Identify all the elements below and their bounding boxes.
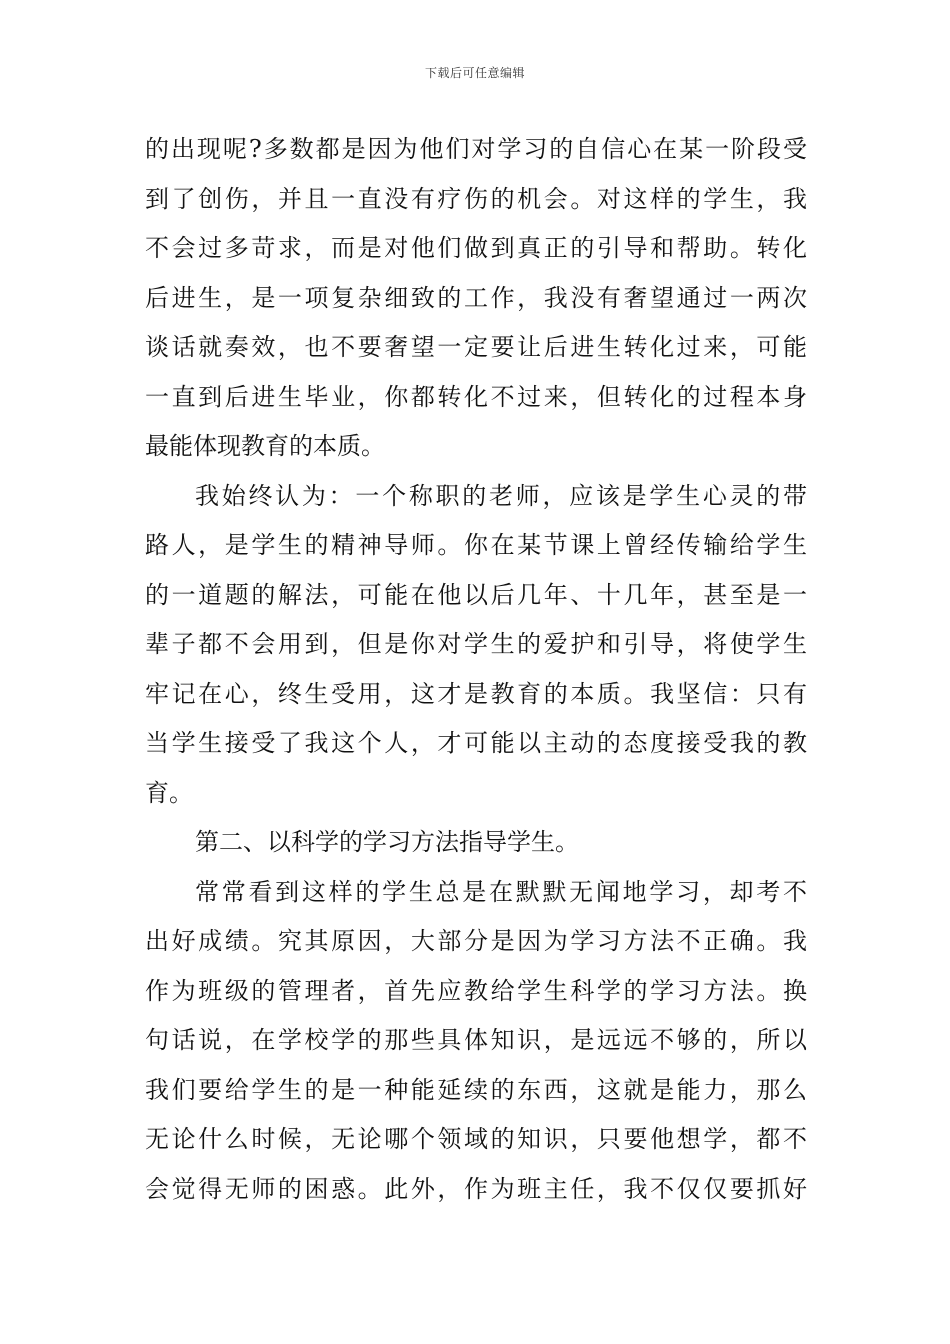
text-line: 牢记在心，终生受用，这才是教育的本质。我坚信：只有 xyxy=(145,679,807,708)
text-line: 句话说，在学校学的那些具体知识，是远远不够的，所以 xyxy=(145,1026,807,1054)
text-line: 出好成绩。究其原因，大部分是因为学习方法不正确。我 xyxy=(145,927,807,955)
text-line: 一直到后进生毕业，你都转化不过来，但转化的过程本身 xyxy=(145,382,807,411)
text-line: 当学生接受了我这个人，才可能以主动的态度接受我的教 xyxy=(145,729,807,757)
text-line: 后进生，是一项复杂细致的工作，我没有奢望通过一两次 xyxy=(145,283,807,312)
page-header: 下载后可任意编辑 xyxy=(424,66,525,80)
document-body xyxy=(145,125,807,1214)
text-line: 我始终认为：一个称职的老师，应该是学生心灵的带 xyxy=(195,481,807,510)
text-line: 会觉得无师的困惑。此外，作为班主任，我不仅仅要抓好 xyxy=(145,1174,807,1203)
text-line: 到了创伤，并且一直没有疗伤的机会。对这样的学生，我 xyxy=(145,184,807,213)
text-line: 的出现呢?多数都是因为他们对学习的自信心在某一阶段受 xyxy=(145,135,807,163)
text-line: 不会过多苛求，而是对他们做到真正的引导和帮助。转化 xyxy=(145,234,807,262)
text-line: 的一道题的解法，可能在他以后几年、十几年，甚至是一 xyxy=(145,580,807,609)
text-line: 路人，是学生的精神导师。你在某节课上曾经传输给学生 xyxy=(145,531,807,559)
text-line: 无论什么时候，无论哪个领域的知识，只要他想学，都不 xyxy=(145,1125,807,1153)
text-line: 辈子都不会用到，但是你对学生的爱护和引导，将使学生 xyxy=(145,630,807,658)
text-line: 常常看到这样的学生总是在默默无闻地学习，却考不 xyxy=(195,877,807,906)
paragraph xyxy=(145,868,807,1215)
text-line: 最能体现教育的本质。 xyxy=(145,432,385,460)
text-line: 谈话就奏效，也不要奢望一定要让后进生转化过来，可能 xyxy=(145,333,807,361)
text-line: 我们要给学生的是一种能延续的东西，这就是能力，那么 xyxy=(145,1075,807,1104)
paragraph xyxy=(145,125,807,472)
text-line: 育。 xyxy=(145,778,193,807)
text-line: 作为班级的管理者，首先应教给学生科学的学习方法。换 xyxy=(145,976,807,1005)
paragraph xyxy=(145,472,807,819)
text-line: 第二、以科学的学习方法指导学生。 xyxy=(195,828,579,856)
section-heading xyxy=(145,818,807,868)
